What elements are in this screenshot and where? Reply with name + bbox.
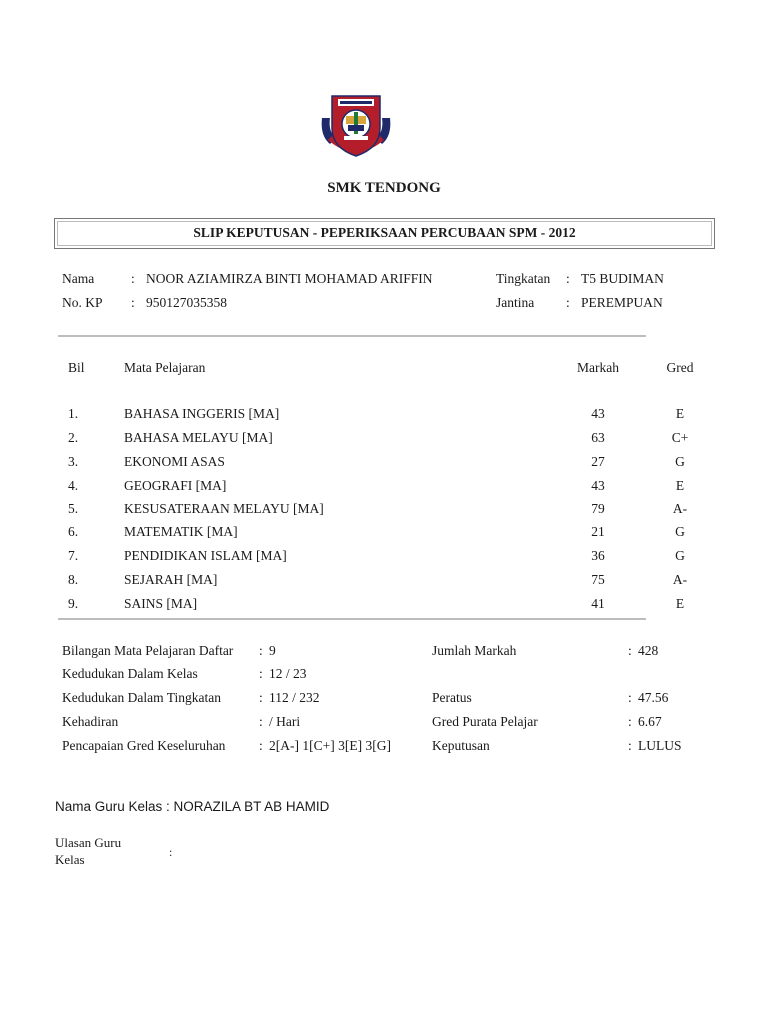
summary-sep: : xyxy=(259,666,263,681)
summary-value: 6.67 xyxy=(638,714,662,729)
row-grade: G xyxy=(675,548,685,563)
summary-label: Gred Purata Pelajar xyxy=(432,714,538,729)
row-subject: MATEMATIK [MA] xyxy=(124,524,238,539)
header-subject: Mata Pelajaran xyxy=(124,360,206,375)
summary-value: 47.56 xyxy=(638,690,669,705)
row-subject: EKONOMI ASAS xyxy=(124,454,225,469)
divider xyxy=(58,618,646,620)
school-name: SMK TENDONG xyxy=(327,180,441,196)
name-label: Nama xyxy=(62,271,95,286)
summary-label: Keputusan xyxy=(432,738,490,753)
summary-value: 2[A-] 1[C+] 3[E] 3[G] xyxy=(269,738,391,753)
teacher-comment-label-2: Kelas xyxy=(55,852,85,867)
summary-sep: : xyxy=(628,690,632,705)
school-crest-logo xyxy=(318,92,394,162)
row-marks: 79 xyxy=(591,501,605,516)
level-label: Tingkatan xyxy=(496,271,551,286)
summary-value: 9 xyxy=(269,643,276,658)
summary-sep: : xyxy=(628,643,632,658)
row-marks: 43 xyxy=(591,478,605,493)
row-no: 9. xyxy=(68,596,79,611)
class-teacher-name: Nama Guru Kelas : NORAZILA BT AB HAMID xyxy=(55,799,330,814)
row-grade: C+ xyxy=(671,430,689,445)
divider xyxy=(58,335,646,337)
kp-label: No. KP xyxy=(62,295,103,310)
row-grade: E xyxy=(675,596,685,611)
summary-value: LULUS xyxy=(638,738,682,753)
row-subject: KESUSATERAAN MELAYU [MA] xyxy=(124,501,324,516)
row-marks: 36 xyxy=(591,548,605,563)
summary-label: Jumlah Markah xyxy=(432,643,517,658)
row-subject: SEJARAH [MA] xyxy=(124,572,218,587)
summary-value: / Hari xyxy=(269,714,301,729)
header-grade: Gred xyxy=(666,360,694,375)
summary-sep: : xyxy=(259,738,263,753)
row-grade: A- xyxy=(672,572,688,587)
row-subject: BAHASA INGGERIS [MA] xyxy=(124,406,280,421)
name-value: NOOR AZIAMIRZA BINTI MOHAMAD ARIFFIN xyxy=(146,271,433,286)
row-marks: 75 xyxy=(591,572,605,587)
row-grade: E xyxy=(675,478,685,493)
summary-sep: : xyxy=(628,714,632,729)
summary-sep: : xyxy=(628,738,632,753)
summary-label: Bilangan Mata Pelajaran Daftar xyxy=(62,643,234,658)
summary-label: Kehadiran xyxy=(62,714,119,729)
row-grade: G xyxy=(675,454,685,469)
teacher-comment-sep: : xyxy=(169,845,173,859)
row-grade: E xyxy=(675,406,685,421)
slip-title: SLIP KEPUTUSAN - PEPERIKSAAN PERCUBAAN SPM - 2012 xyxy=(193,225,576,240)
gender-sep: : xyxy=(566,295,570,310)
row-marks: 43 xyxy=(591,406,605,421)
gender-value: PEREMPUAN xyxy=(581,295,663,310)
row-marks: 41 xyxy=(591,596,605,611)
kp-sep: : xyxy=(131,295,135,310)
row-subject: PENDIDIKAN ISLAM [MA] xyxy=(124,548,287,563)
summary-value: 428 xyxy=(638,643,659,658)
gender-label: Jantina xyxy=(496,295,535,310)
level-value: T5 BUDIMAN xyxy=(581,271,664,286)
teacher-comment-label-1: Ulasan Guru xyxy=(55,835,122,850)
header-marks: Markah xyxy=(577,360,619,375)
row-no: 8. xyxy=(68,572,79,587)
summary-label: Kedudukan Dalam Tingkatan xyxy=(62,690,221,705)
summary-value: 12 / 23 xyxy=(269,666,307,681)
summary-sep: : xyxy=(259,714,263,729)
row-subject: BAHASA MELAYU [MA] xyxy=(124,430,273,445)
kp-value: 950127035358 xyxy=(146,295,227,310)
row-marks: 27 xyxy=(591,454,605,469)
summary-value: 112 / 232 xyxy=(269,690,320,705)
row-marks: 21 xyxy=(591,524,605,539)
row-grade: A- xyxy=(672,501,688,516)
row-no: 5. xyxy=(68,501,79,516)
row-no: 1. xyxy=(68,406,79,421)
level-sep: : xyxy=(566,271,570,286)
summary-label: Pencapaian Gred Keseluruhan xyxy=(62,738,226,753)
row-subject: GEOGRAFI [MA] xyxy=(124,478,227,493)
name-sep: : xyxy=(131,271,135,286)
row-no: 4. xyxy=(68,478,79,493)
row-no: 2. xyxy=(68,430,79,445)
row-no: 7. xyxy=(68,548,79,563)
summary-sep: : xyxy=(259,643,263,658)
row-subject: SAINS [MA] xyxy=(124,596,198,611)
header-no: Bil xyxy=(68,360,85,375)
summary-label: Peratus xyxy=(432,690,472,705)
row-grade: G xyxy=(675,524,685,539)
summary-label: Kedudukan Dalam Kelas xyxy=(62,666,198,681)
row-no: 3. xyxy=(68,454,79,469)
summary-sep: : xyxy=(259,690,263,705)
row-marks: 63 xyxy=(591,430,605,445)
row-no: 6. xyxy=(68,524,79,539)
